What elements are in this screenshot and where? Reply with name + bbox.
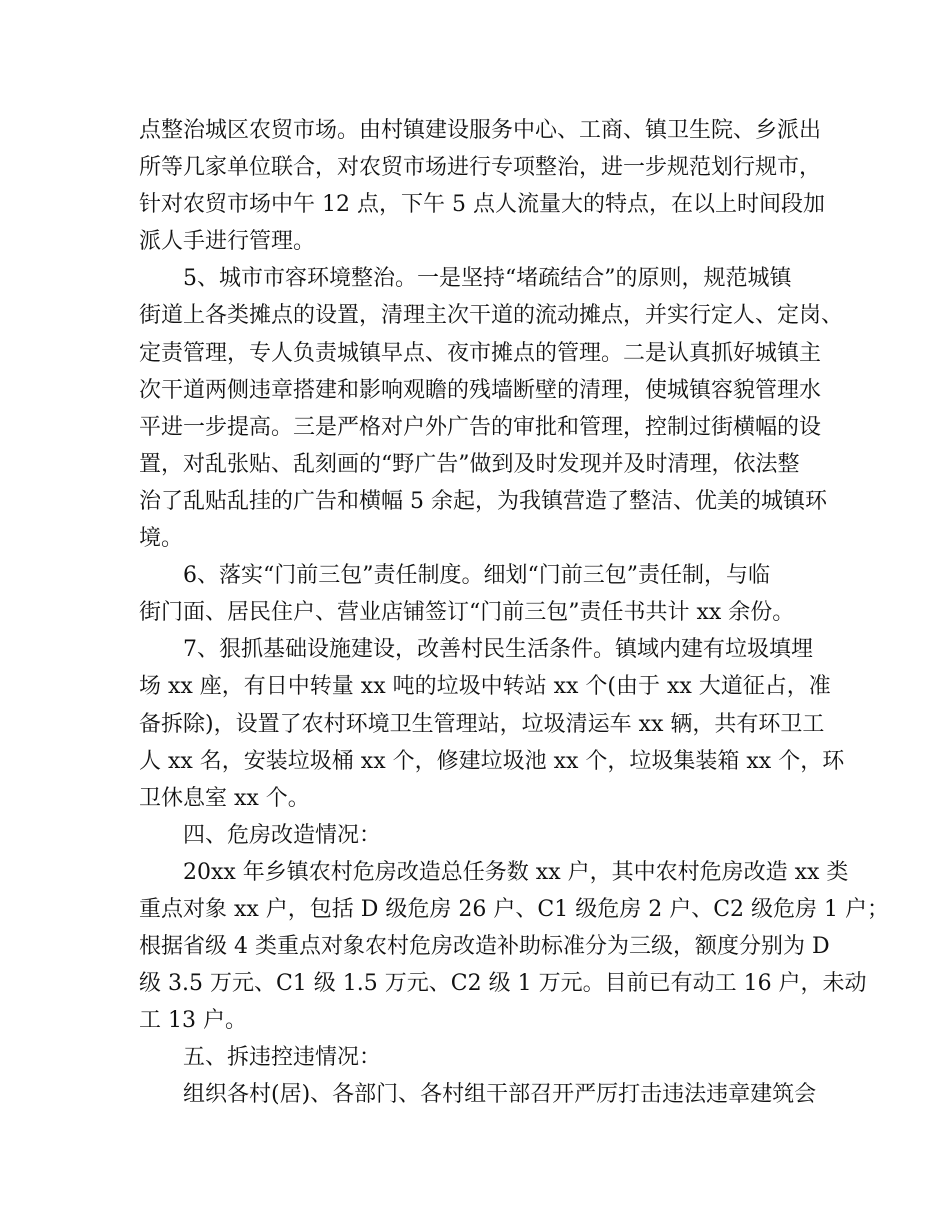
- text-line: 定责管理，专人负责城镇早点、夜市摊点的管理。二是认真抓好城镇主: [139, 340, 822, 366]
- text-line: 场 xx 座，有日中转量 xx 吨的垃圾中转站 xx 个(由于 xx 大道征占，准: [139, 674, 831, 700]
- text-line: 人 xx 名，安装垃圾桶 xx 个，修建垃圾池 xx 个，垃圾集装箱 xx 个，环: [139, 748, 845, 774]
- text-line: 四、危房改造情况：: [183, 822, 382, 848]
- text-line: 平进一步提高。三是严格对户外广告的审批和管理，控制过街横幅的设: [139, 414, 822, 440]
- text-line: 街道上各类摊点的设置，清理主次干道的流动摊点，并实行定人、定岗、: [139, 303, 844, 329]
- text-line: 针对农贸市场中午 12 点，下午 5 点人流量大的特点，在以上时间段加: [139, 192, 825, 218]
- text-line: 所等几家单位联合，对农贸市场进行专项整治，进一步规范划行规市，: [139, 155, 822, 181]
- text-line: 工 13 户。: [139, 1008, 247, 1034]
- text-line: 组织各村(居)、各部门、各村组干部召开严厉打击违法违章建筑会: [183, 1082, 817, 1108]
- text-line: 6、落实“门前三包”责任制度。细划“门前三包”责任制，与临: [183, 563, 770, 589]
- text-line: 重点对象 xx 户，包括 D 级危房 26 户、C1 级危房 2 户、C2 级危房 1 户；: [139, 896, 890, 922]
- document-body: [139, 112, 890, 1114]
- text-line: 卫休息室 xx 个。: [139, 785, 310, 811]
- text-line: 境。: [139, 526, 184, 552]
- text-line: 备拆除)，设置了农村环境卫生管理站，垃圾清运车 xx 辆，共有环卫工: [139, 711, 825, 737]
- text-line: 点整治城区农贸市场。由村镇建设服务中心、工商、镇卫生院、乡派出: [139, 118, 822, 143]
- text-line: 7、狠抓基础设施建设，改善村民生活条件。镇域内建有垃圾填埋: [183, 637, 813, 663]
- text-line: 根据省级 4 类重点对象农村危房改造补助标准分为三级，额度分别为 D: [139, 934, 830, 960]
- text-line: 20xx 年乡镇农村危房改造总任务数 xx 户，其中农村危房改造 xx 类: [183, 859, 849, 885]
- text-line: 级 3.5 万元、C1 级 1.5 万元、C2 级 1 万元。目前已有动工 16 户，未动: [139, 971, 867, 997]
- text-line: 派人手进行管理。: [139, 229, 316, 255]
- text-line: 街门面、居民住户、营业店铺签订“门前三包”责任书共计 xx 余份。: [139, 600, 795, 626]
- text-line: 5、城市市容环境整治。一是坚持“堵疏结合”的原则，规范城镇: [183, 266, 792, 292]
- text-line: 置，对乱张贴、乱刻画的“野广告”做到及时发现并及时清理，依法整: [139, 451, 800, 477]
- text-line: 次干道两侧违章搭建和影响观瞻的残墙断壁的清理，使城镇容貌管理水: [139, 377, 822, 403]
- text-line: 治了乱贴乱挂的广告和横幅 5 余起，为我镇营造了整洁、优美的城镇环: [139, 488, 827, 514]
- text-line: 五、拆违控违情况：: [183, 1045, 382, 1071]
